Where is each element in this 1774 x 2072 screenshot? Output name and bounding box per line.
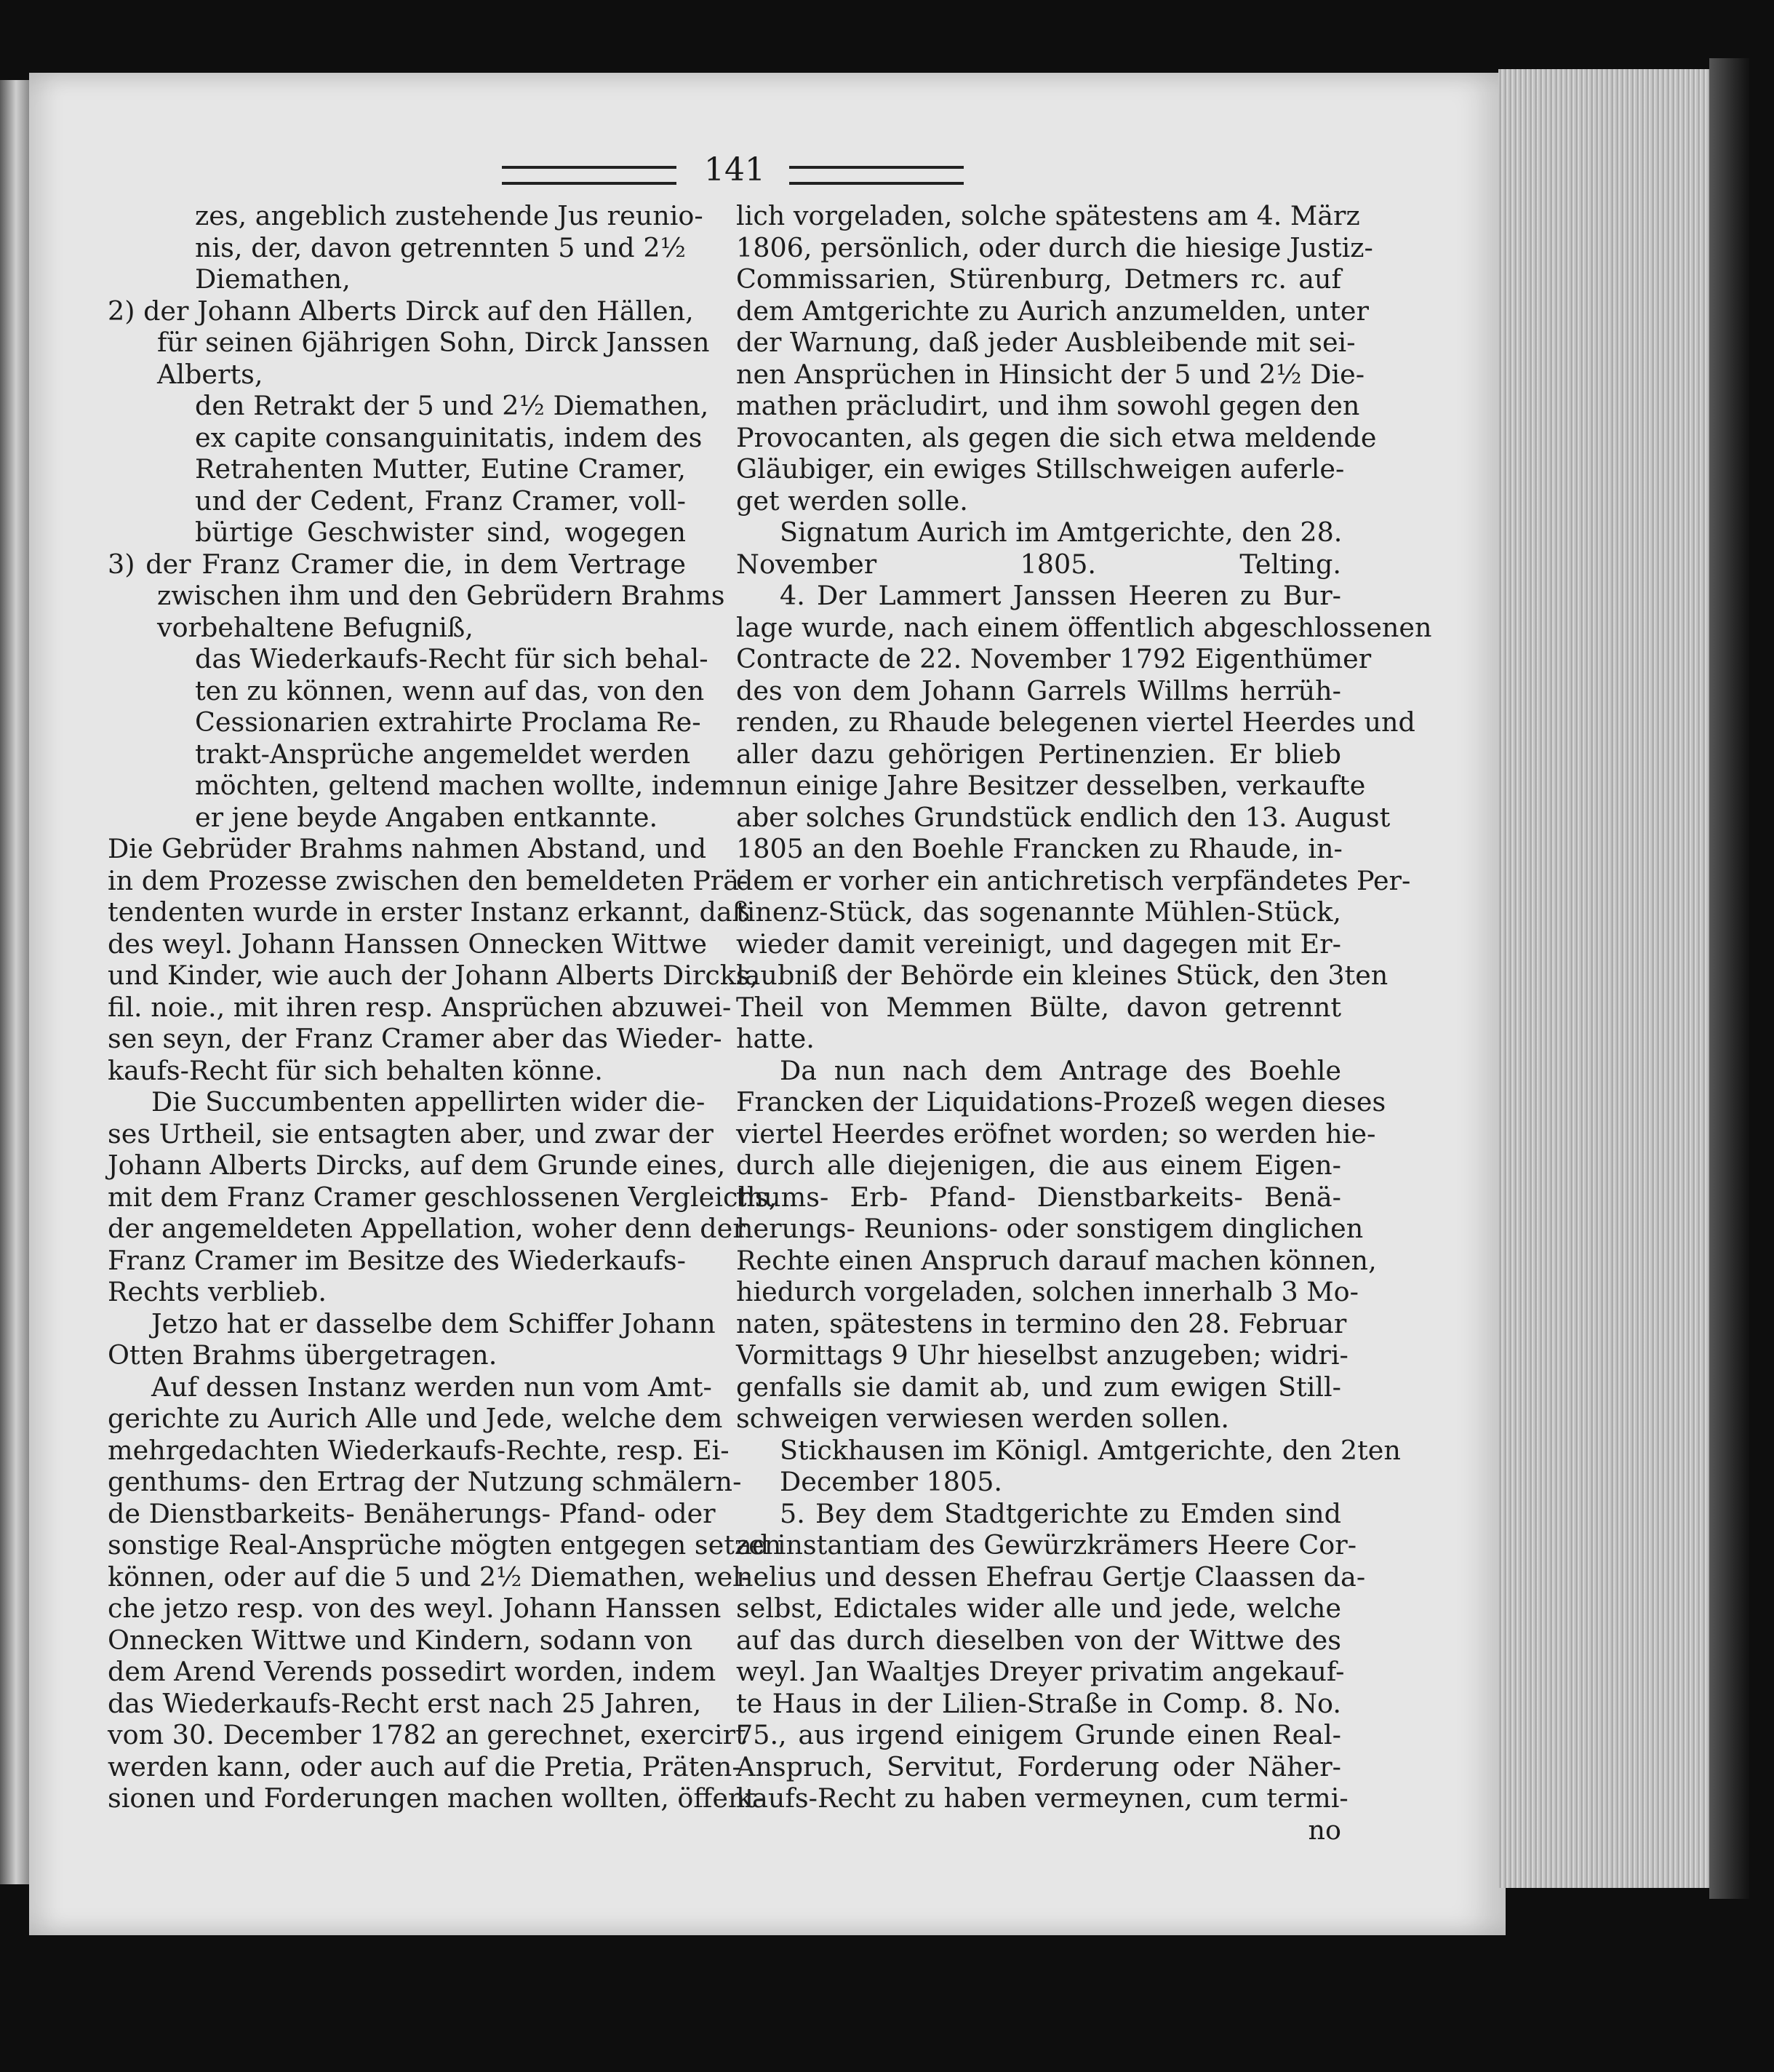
text-line: hiedurch vorgeladen, solchen innerhalb 3 Mo- [736, 1276, 1359, 1307]
text-line: sionen und Forderungen machen wollten, öffent- [108, 1782, 765, 1814]
text-line: Johann Alberts Dircks, auf dem Grunde eines, [108, 1149, 726, 1181]
text-line: November 1805. Telting. [736, 548, 1341, 580]
text-line: Vormittags 9 Uhr hieselbst anzugeben; widri- [736, 1339, 1349, 1371]
text-line: bürtige Geschwister sind, wogegen [195, 517, 686, 548]
text-line: des weyl. Johann Hanssen Onnecken Wittwe [108, 928, 707, 960]
text-line: 75., aus irgend einigem Grunde einen Real- [736, 1719, 1341, 1750]
text-line: weyl. Jan Waaltjes Dreyer privatim angekauf- [736, 1656, 1345, 1687]
text-line: fil. noie., mit ihren resp. Ansprüchen abzuwei- [108, 991, 732, 1023]
previous-page-edge [0, 80, 29, 1884]
text-line: werden kann, oder auch auf die Pretia, Präten- [108, 1750, 741, 1782]
text-line: 1805 an den Boehle Francken zu Rhaude, in- [736, 833, 1343, 864]
text-line: tendenten wurde in erster Instanz erkannt, daß [108, 896, 751, 928]
text-line: und der Cedent, Franz Cramer, voll- [195, 485, 686, 517]
text-line: get werden solle. [736, 485, 968, 517]
text-line: mehrgedachten Wiederkaufs-Rechte, resp. Ei- [108, 1434, 730, 1466]
book-cover-edge [1709, 58, 1749, 1899]
text-line: Onnecken Wittwe und Kindern, sodann von [108, 1624, 693, 1656]
text-line: dem er vorher ein antichretisch verpfändetes Per- [736, 864, 1411, 896]
text-line: Jetzo hat er dasselbe dem Schiffer Johann [151, 1307, 716, 1339]
text-line: naten, spätestens in termino den 28. Februar [736, 1307, 1347, 1339]
text-line: Gläubiger, ein ewiges Stillschweigen auferle- [736, 453, 1345, 485]
text-line: kaufs-Recht für sich behalten könne. [108, 1054, 603, 1086]
text-line: trakt-Ansprüche angemeldet werden [195, 738, 691, 770]
text-line: vom 30. December 1782 an gerechnet, exercirt [108, 1719, 746, 1750]
text-line: Die Gebrüder Brahms nahmen Abstand, und [108, 833, 707, 864]
text-line: für seinen 6jährigen Sohn, Dirck Janssen [157, 327, 710, 358]
text-line: Stickhausen im Königl. Amtgerichte, den 2ten [780, 1434, 1401, 1466]
text-line: de Dienstbarkeits- Benäherungs- Pfand- oder [108, 1497, 716, 1529]
text-line: in dem Prozesse zwischen den bemeldeten Prä- [108, 864, 748, 896]
text-line: 5. Bey dem Stadtgerichte zu Emden sind [780, 1497, 1341, 1529]
text-line: vorbehaltene Befugniß, [157, 611, 474, 643]
text-line: te Haus in der Lilien-Straße in Comp. 8. No. [736, 1687, 1341, 1719]
text-line: Otten Brahms übergetragen. [108, 1339, 498, 1371]
header-rule-left [502, 166, 676, 185]
text-line: wieder damit vereinigt, und dagegen mit Er- [736, 928, 1341, 960]
text-line: lage wurde, nach einem öffentlich abgeschlossenen [736, 611, 1432, 643]
text-line: ad instantiam des Gewürzkrämers Heere Cor- [736, 1529, 1357, 1561]
text-line: ses Urtheil, sie entsagten aber, und zwar der [108, 1117, 714, 1149]
text-line: möchten, geltend machen wollte, indem [195, 770, 735, 801]
text-line: der Warnung, daß jeder Ausbleibende mit sei- [736, 327, 1356, 358]
text-line: selbst, Edictales wider alle und jede, welche [736, 1593, 1341, 1624]
text-line: Anspruch, Servitut, Forderung oder Näher- [736, 1750, 1341, 1782]
text-line: können, oder auf die 5 und 2½ Diemathen, wel- [108, 1561, 751, 1593]
text-line: aber solches Grundstück endlich den 13. August [736, 801, 1391, 833]
text-line: viertel Heerdes eröfnet worden; so werden hie- [736, 1117, 1376, 1149]
text-line: schweigen verwiesen werden sollen. [736, 1403, 1230, 1434]
text-line: che jetzo resp. von des weyl. Johann Hanssen [108, 1593, 722, 1624]
text-line: Rechts verblieb. [108, 1276, 327, 1307]
text-line: Theil von Memmen Bülte, davon getrennt [736, 991, 1341, 1023]
text-line: Provocanten, als gegen die sich etwa meldende [736, 421, 1377, 453]
text-line: mathen präcludirt, und ihm sowohl gegen den [736, 390, 1360, 421]
text-line: das Wiederkaufs-Recht für sich behal- [195, 643, 708, 674]
text-line: Die Succumbenten appellirten wider die- [151, 1086, 706, 1117]
text-line: er jene beyde Angaben entkannte. [195, 801, 658, 833]
text-line: no [1308, 1814, 1341, 1846]
text-line: aller dazu gehörigen Pertinenzien. Er blieb [736, 738, 1341, 770]
right-text-column [736, 200, 1432, 1846]
page-block-edges [1498, 69, 1714, 1888]
text-line: gerichte zu Aurich Alle und Jede, welche dem [108, 1403, 723, 1434]
text-line: hatte. [736, 1023, 815, 1054]
text-line: laubniß der Behörde ein kleines Stück, den 3ten [736, 960, 1389, 991]
text-line: 2) der Johann Alberts Dirck auf den Hällen, [108, 295, 694, 327]
text-line: sonstige Real-Ansprüche mögten entgegen setzen [108, 1529, 782, 1561]
text-line: ex capite consanguinitatis, indem des [195, 421, 703, 453]
text-line: zes, angeblich zustehende Jus reunio- [195, 200, 703, 231]
text-line: genfalls sie damit ab, und zum ewigen Still- [736, 1371, 1341, 1403]
text-line: herungs- Reunions- oder sonstigem dinglichen [736, 1213, 1364, 1244]
text-line: der angemeldeten Appellation, woher denn der [108, 1213, 746, 1244]
text-line: den Retrakt der 5 und 2½ Diemathen, [195, 390, 709, 421]
text-line: nis, der, davon getrennten 5 und 2½ [195, 231, 686, 263]
text-line: des von dem Johann Garrels Willms herrüh- [736, 674, 1341, 706]
text-line: nun einige Jahre Besitzer desselben, verkaufte [736, 770, 1366, 801]
text-line: auf das durch dieselben von der Wittwe des [736, 1624, 1341, 1656]
text-line: Retrahenten Mutter, Eutine Cramer, [195, 453, 686, 485]
text-line: Rechte einen Anspruch darauf machen können, [736, 1244, 1377, 1276]
text-line: 4. Der Lammert Janssen Heeren zu Bur- [780, 580, 1341, 611]
text-line: lich vorgeladen, solche spätestens am 4. März [736, 200, 1360, 231]
text-line: nelius und dessen Ehefrau Gertje Claassen da- [736, 1561, 1366, 1593]
text-line: Diemathen, [195, 263, 351, 295]
text-line: ten zu können, wenn auf das, von den [195, 674, 705, 706]
page-header [502, 151, 967, 195]
text-line: und Kinder, wie auch der Johann Alberts Dircks, [108, 960, 759, 991]
text-line: tinenz-Stück, das sogenannte Mühlen-Stück, [736, 896, 1341, 928]
text-line: Franz Cramer im Besitze des Wiederkaufs- [108, 1244, 686, 1276]
text-line: Da nun nach dem Antrage des Boehle [780, 1054, 1341, 1086]
text-line: Signatum Aurich im Amtgerichte, den 28. [780, 517, 1343, 548]
text-line: Cessionarien extrahirte Proclama Re- [195, 706, 701, 738]
text-line: sen seyn, der Franz Cramer aber das Wieder- [108, 1023, 722, 1054]
text-line: durch alle diejenigen, die aus einem Eigen- [736, 1149, 1341, 1181]
text-line: dem Amtgerichte zu Aurich anzumelden, unter [736, 295, 1369, 327]
text-line: renden, zu Rhaude belegenen viertel Heerdes und [736, 706, 1415, 738]
text-line: das Wiederkaufs-Recht erst nach 25 Jahren, [108, 1687, 702, 1719]
text-line: Contracte de 22. November 1792 Eigenthümer [736, 643, 1372, 674]
page-number: 141 [704, 151, 765, 188]
text-line: zwischen ihm und den Gebrüdern Brahms [157, 580, 725, 611]
text-line: 3) der Franz Cramer die, in dem Vertrage [108, 548, 686, 580]
text-line: nen Ansprüchen in Hinsicht der 5 und 2½ Die- [736, 358, 1365, 390]
text-line: Alberts, [157, 358, 263, 390]
text-line: dem Arend Verends possedirt worden, indem [108, 1656, 716, 1687]
text-line: Francken der Liquidations-Prozeß wegen dieses [736, 1086, 1386, 1117]
text-line: Auf dessen Instanz werden nun vom Amt- [151, 1371, 712, 1403]
text-line: kaufs-Recht zu haben vermeynen, cum termi- [736, 1782, 1349, 1814]
text-line: mit dem Franz Cramer geschlossenen Vergleichs, [108, 1181, 778, 1213]
text-line: 1806, persönlich, oder durch die hiesige Justiz- [736, 231, 1373, 263]
text-line: December 1805. [780, 1466, 1003, 1497]
text-line: genthums- den Ertrag der Nutzung schmälern- [108, 1466, 742, 1497]
header-rule-right [789, 166, 964, 185]
text-line: thums- Erb- Pfand- Dienstbarkeits- Benä- [736, 1181, 1341, 1213]
text-line: Commissarien, Stürenburg, Detmers rc. auf [736, 263, 1341, 295]
